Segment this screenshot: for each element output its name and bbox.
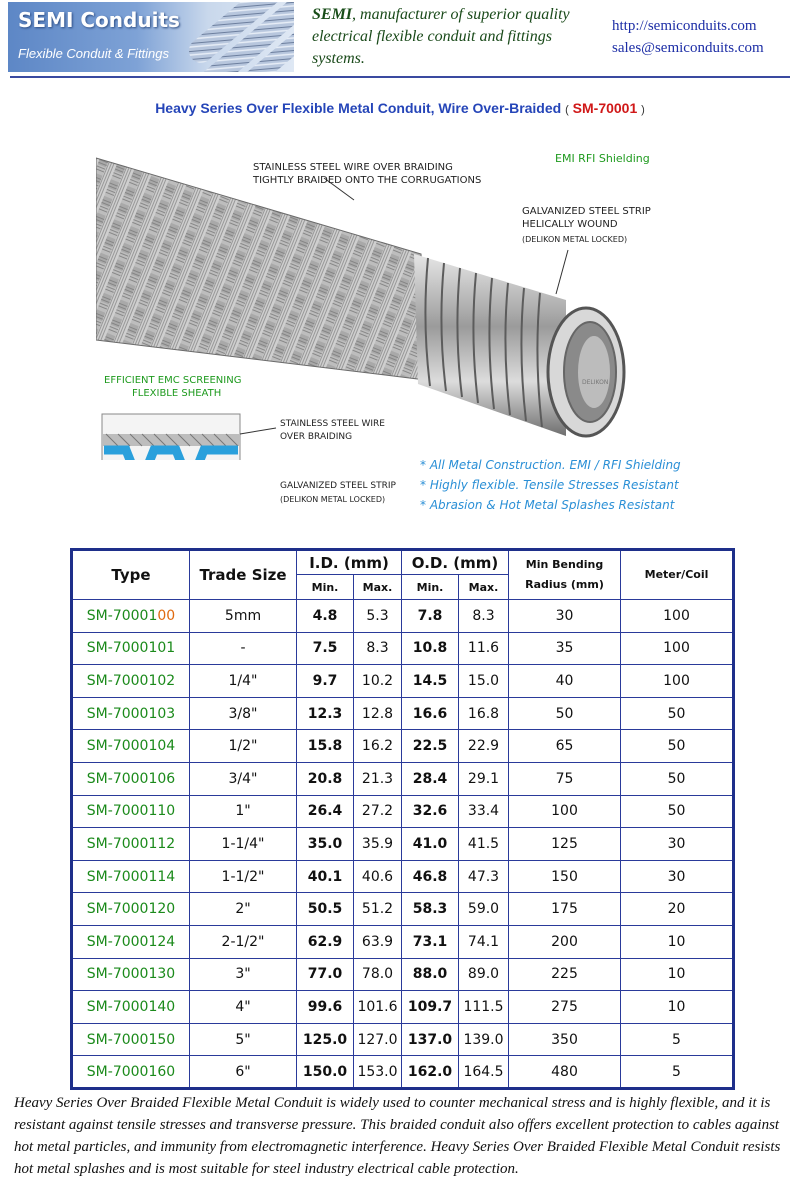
page-title-text: Heavy Series Over Flexible Metal Conduit, Wire Over-Braided bbox=[155, 100, 562, 116]
cell-id-min: 26.4 bbox=[297, 795, 354, 828]
cell-id-max: 16.2 bbox=[354, 730, 402, 763]
cell-od-min: 58.3 bbox=[402, 893, 459, 926]
cell-od-min: 46.8 bbox=[402, 860, 459, 893]
strip-callout-line3: (DELIKON METAL LOCKED) bbox=[522, 235, 628, 244]
cell-id-min: 20.8 bbox=[297, 762, 354, 795]
cell-type bbox=[72, 665, 190, 698]
type-suffix: 30 bbox=[157, 966, 176, 983]
cell-bending-radius: 30 bbox=[509, 600, 621, 633]
cell-od-max: 47.3 bbox=[459, 860, 509, 893]
cell-od-max: 8.3 bbox=[459, 600, 509, 633]
type-prefix: SM-70001 bbox=[86, 640, 158, 657]
cell-type bbox=[72, 893, 190, 926]
cell-od-max: 164.5 bbox=[459, 1056, 509, 1089]
feature-item: * Abrasion & Hot Metal Splashes Resistant bbox=[420, 498, 675, 512]
table-row bbox=[72, 925, 734, 958]
title-close-paren: ) bbox=[641, 104, 645, 116]
cell-trade-size: 1-1/4" bbox=[190, 828, 297, 861]
cell-meter-coil: 100 bbox=[621, 600, 734, 633]
type-suffix: 40 bbox=[157, 998, 176, 1015]
braid-callout-line2: TIGHTLY BRAIDED ONTO THE CORRUGATIONS bbox=[253, 175, 482, 186]
cell-bending-radius: 65 bbox=[509, 730, 621, 763]
type-suffix: 14 bbox=[157, 868, 176, 885]
cell-meter-coil: 50 bbox=[621, 762, 734, 795]
type-suffix: 12 bbox=[157, 835, 176, 852]
type-suffix: 50 bbox=[157, 1031, 176, 1048]
cell-od-min: 109.7 bbox=[402, 991, 459, 1024]
cell-trade-size: 3/4" bbox=[190, 762, 297, 795]
cell-id-min: 12.3 bbox=[297, 697, 354, 730]
cell-trade-size: 2-1/2" bbox=[190, 925, 297, 958]
feature-item: * All Metal Construction. EMI / RFI Shielding bbox=[420, 458, 681, 472]
table-row bbox=[72, 795, 734, 828]
strip-callout-line2: HELICALLY WOUND bbox=[522, 219, 618, 230]
product-code: SM-70001 bbox=[572, 100, 638, 116]
header-divider bbox=[10, 76, 790, 78]
cell-type bbox=[72, 1023, 190, 1056]
type-prefix: SM-70001 bbox=[86, 835, 158, 852]
cell-id-max: 63.9 bbox=[354, 925, 402, 958]
cell-meter-coil: 100 bbox=[621, 665, 734, 698]
cell-id-max: 5.3 bbox=[354, 600, 402, 633]
cell-od-min: 14.5 bbox=[402, 665, 459, 698]
header-id-min: Min. bbox=[297, 575, 354, 600]
cell-id-max: 12.8 bbox=[354, 697, 402, 730]
cell-meter-coil: 10 bbox=[621, 925, 734, 958]
cell-type bbox=[72, 991, 190, 1024]
cell-id-max: 40.6 bbox=[354, 860, 402, 893]
cell-id-min: 50.5 bbox=[297, 893, 354, 926]
cell-trade-size: - bbox=[190, 632, 297, 665]
table-row bbox=[72, 1023, 734, 1056]
cell-trade-size: 5" bbox=[190, 1023, 297, 1056]
table-row bbox=[72, 828, 734, 861]
type-suffix: 10 bbox=[157, 803, 176, 820]
cell-id-max: 27.2 bbox=[354, 795, 402, 828]
logo-title: SEMI Conduits bbox=[18, 8, 180, 32]
cell-od-min: 28.4 bbox=[402, 762, 459, 795]
cell-od-min: 7.8 bbox=[402, 600, 459, 633]
emc-label-line2: FLEXIBLE SHEATH bbox=[132, 388, 222, 399]
cell-bending-radius: 150 bbox=[509, 860, 621, 893]
cell-bending-radius: 100 bbox=[509, 795, 621, 828]
cell-trade-size: 1-1/2" bbox=[190, 860, 297, 893]
cell-od-min: 162.0 bbox=[402, 1056, 459, 1089]
cell-type bbox=[72, 762, 190, 795]
cell-od-max: 59.0 bbox=[459, 893, 509, 926]
type-suffix: 02 bbox=[157, 672, 176, 689]
header-bending-radius bbox=[509, 550, 621, 600]
cell-bending-radius: 35 bbox=[509, 632, 621, 665]
cell-id-max: 10.2 bbox=[354, 665, 402, 698]
cell-bending-radius: 350 bbox=[509, 1023, 621, 1056]
type-prefix: SM-70001 bbox=[86, 770, 158, 787]
table-row bbox=[72, 697, 734, 730]
cell-bending-radius: 480 bbox=[509, 1056, 621, 1089]
cell-id-max: 35.9 bbox=[354, 828, 402, 861]
cell-od-min: 10.8 bbox=[402, 632, 459, 665]
type-prefix: SM-70001 bbox=[86, 868, 158, 885]
cell-meter-coil: 30 bbox=[621, 860, 734, 893]
table-row bbox=[72, 893, 734, 926]
cell-od-max: 15.0 bbox=[459, 665, 509, 698]
header-trade-size: Trade Size bbox=[190, 550, 297, 600]
type-prefix: SM-70001 bbox=[86, 1031, 158, 1048]
cell-id-max: 127.0 bbox=[354, 1023, 402, 1056]
type-prefix: SM-70001 bbox=[86, 607, 158, 624]
company-logo bbox=[8, 2, 294, 72]
cell-trade-size: 3/8" bbox=[190, 697, 297, 730]
table-row bbox=[72, 1056, 734, 1089]
cell-od-max: 22.9 bbox=[459, 730, 509, 763]
cell-meter-coil: 20 bbox=[621, 893, 734, 926]
cell-type bbox=[72, 925, 190, 958]
cell-bending-radius: 225 bbox=[509, 958, 621, 991]
tagline-text: , manufacturer of superior quality electrical flexible conduit and fittings systems. bbox=[312, 6, 570, 67]
cell-meter-coil: 10 bbox=[621, 958, 734, 991]
cell-od-min: 73.1 bbox=[402, 925, 459, 958]
tagline-brand: SEMI bbox=[312, 6, 353, 23]
cell-trade-size: 1" bbox=[190, 795, 297, 828]
cell-od-min: 41.0 bbox=[402, 828, 459, 861]
cell-id-min: 15.8 bbox=[297, 730, 354, 763]
header-bending-line2: Radius (mm) bbox=[525, 578, 604, 591]
conduit-illustration bbox=[96, 144, 656, 460]
cell-id-max: 153.0 bbox=[354, 1056, 402, 1089]
type-prefix: SM-70001 bbox=[86, 672, 158, 689]
type-prefix: SM-70001 bbox=[86, 1063, 158, 1080]
type-suffix: 20 bbox=[157, 901, 176, 918]
cell-bending-radius: 275 bbox=[509, 991, 621, 1024]
section-braid-line1: STAINLESS STEEL WIRE bbox=[280, 419, 385, 429]
feature-item: * Highly flexible. Tensile Stresses Resistant bbox=[420, 478, 679, 492]
cell-od-min: 32.6 bbox=[402, 795, 459, 828]
cell-id-max: 78.0 bbox=[354, 958, 402, 991]
header-meter-coil: Meter/Coil bbox=[621, 550, 734, 600]
cell-od-max: 11.6 bbox=[459, 632, 509, 665]
cell-meter-coil: 50 bbox=[621, 730, 734, 763]
type-suffix: 03 bbox=[157, 705, 176, 722]
type-suffix: 60 bbox=[157, 1063, 176, 1080]
strip-callout-line1: GALVANIZED STEEL STRIP bbox=[522, 206, 651, 217]
cell-meter-coil: 50 bbox=[621, 697, 734, 730]
cell-od-max: 89.0 bbox=[459, 958, 509, 991]
cell-trade-size: 1/2" bbox=[190, 730, 297, 763]
cell-type bbox=[72, 697, 190, 730]
cell-id-max: 51.2 bbox=[354, 893, 402, 926]
logo-subtitle: Flexible Conduit & Fittings bbox=[18, 46, 170, 61]
table-row bbox=[72, 730, 734, 763]
cell-meter-coil: 5 bbox=[621, 1056, 734, 1089]
cell-type bbox=[72, 730, 190, 763]
header-id: I.D. (mm) bbox=[297, 550, 402, 575]
header-od-max: Max. bbox=[459, 575, 509, 600]
emc-label-line1: EFFICIENT EMC SCREENING bbox=[104, 375, 242, 386]
cell-type bbox=[72, 795, 190, 828]
cell-id-min: 7.5 bbox=[297, 632, 354, 665]
header-bending-line1: Min Bending bbox=[525, 558, 604, 571]
cell-id-min: 99.6 bbox=[297, 991, 354, 1024]
hose-logo-icon bbox=[183, 2, 294, 72]
table-row bbox=[72, 958, 734, 991]
type-prefix: SM-70001 bbox=[86, 901, 158, 918]
cell-id-min: 4.8 bbox=[297, 600, 354, 633]
header-type: Type bbox=[72, 550, 190, 600]
type-prefix: SM-70001 bbox=[86, 998, 158, 1015]
type-suffix: 00 bbox=[157, 607, 176, 624]
header-od: O.D. (mm) bbox=[402, 550, 509, 575]
cell-od-min: 16.6 bbox=[402, 697, 459, 730]
cell-meter-coil: 100 bbox=[621, 632, 734, 665]
type-suffix: 24 bbox=[157, 933, 176, 950]
table-body bbox=[72, 600, 734, 1089]
table-row bbox=[72, 600, 734, 633]
cell-trade-size: 2" bbox=[190, 893, 297, 926]
cell-type bbox=[72, 828, 190, 861]
cell-bending-radius: 40 bbox=[509, 665, 621, 698]
cell-id-max: 21.3 bbox=[354, 762, 402, 795]
cell-id-min: 125.0 bbox=[297, 1023, 354, 1056]
braid-callout-line1: STAINLESS STEEL WIRE OVER BRAIDING bbox=[253, 162, 453, 173]
cell-meter-coil: 30 bbox=[621, 828, 734, 861]
cell-id-min: 62.9 bbox=[297, 925, 354, 958]
type-prefix: SM-70001 bbox=[86, 705, 158, 722]
cell-id-min: 150.0 bbox=[297, 1056, 354, 1089]
cell-meter-coil: 50 bbox=[621, 795, 734, 828]
cell-trade-size: 6" bbox=[190, 1056, 297, 1089]
type-suffix: 01 bbox=[157, 640, 176, 657]
cell-id-min: 40.1 bbox=[297, 860, 354, 893]
cell-trade-size: 5mm bbox=[190, 600, 297, 633]
type-prefix: SM-70001 bbox=[86, 966, 158, 983]
cell-type bbox=[72, 860, 190, 893]
cell-trade-size: 1/4" bbox=[190, 665, 297, 698]
table-row bbox=[72, 860, 734, 893]
cell-od-max: 41.5 bbox=[459, 828, 509, 861]
page-title bbox=[0, 100, 800, 116]
email-link[interactable]: sales@semiconduits.com bbox=[612, 40, 764, 56]
cell-type bbox=[72, 632, 190, 665]
cell-od-min: 88.0 bbox=[402, 958, 459, 991]
feature-list bbox=[420, 455, 681, 515]
emi-label: EMI RFI Shielding bbox=[555, 152, 650, 165]
cell-od-max: 111.5 bbox=[459, 991, 509, 1024]
table-row bbox=[72, 665, 734, 698]
type-prefix: SM-70001 bbox=[86, 738, 158, 755]
cell-bending-radius: 175 bbox=[509, 893, 621, 926]
cell-type bbox=[72, 600, 190, 633]
contact-info bbox=[612, 15, 764, 59]
type-suffix: 06 bbox=[157, 770, 176, 787]
header-od-min: Min. bbox=[402, 575, 459, 600]
cell-trade-size: 3" bbox=[190, 958, 297, 991]
delikon-watermark: DELIKON bbox=[582, 379, 609, 386]
cell-meter-coil: 10 bbox=[621, 991, 734, 1024]
table-row bbox=[72, 632, 734, 665]
cell-od-max: 33.4 bbox=[459, 795, 509, 828]
table-row bbox=[72, 991, 734, 1024]
cell-trade-size: 4" bbox=[190, 991, 297, 1024]
cell-od-max: 16.8 bbox=[459, 697, 509, 730]
cell-od-max: 139.0 bbox=[459, 1023, 509, 1056]
website-link[interactable]: http://semiconduits.com bbox=[612, 18, 757, 34]
cell-id-min: 77.0 bbox=[297, 958, 354, 991]
cell-type bbox=[72, 1056, 190, 1089]
cell-id-max: 8.3 bbox=[354, 632, 402, 665]
title-open-paren: ( bbox=[565, 104, 569, 116]
cell-bending-radius: 75 bbox=[509, 762, 621, 795]
cell-bending-radius: 125 bbox=[509, 828, 621, 861]
cell-od-min: 137.0 bbox=[402, 1023, 459, 1056]
section-braid-line2: OVER BRAIDING bbox=[280, 432, 353, 442]
cell-type bbox=[72, 958, 190, 991]
table-row bbox=[72, 762, 734, 795]
type-suffix: 04 bbox=[157, 738, 176, 755]
cell-id-max: 101.6 bbox=[354, 991, 402, 1024]
company-tagline bbox=[312, 4, 582, 70]
cell-meter-coil: 5 bbox=[621, 1023, 734, 1056]
cell-bending-radius: 50 bbox=[509, 697, 621, 730]
product-description: Heavy Series Over Braided Flexible Metal Conduit is widely used to counter mechanical stress and is highly flexible, and it is resistant against tensile stresses and transverse pressure. This braided conduit also offers excellent protection to cables against hot metal particles, and immunity from electromagnetic interference. Heavy Series Over Braided Flexible Metal Conduit resists hot metal splashes and is most suitable for steel industry electrical cable protection. bbox=[14, 1095, 781, 1177]
cell-od-max: 74.1 bbox=[459, 925, 509, 958]
section-strip-line1: GALVANIZED STEEL STRIP bbox=[280, 481, 396, 491]
cell-id-min: 9.7 bbox=[297, 665, 354, 698]
header-id-max: Max. bbox=[354, 575, 402, 600]
cell-od-max: 29.1 bbox=[459, 762, 509, 795]
cell-bending-radius: 200 bbox=[509, 925, 621, 958]
type-prefix: SM-70001 bbox=[86, 933, 158, 950]
type-prefix: SM-70001 bbox=[86, 803, 158, 820]
specification-table bbox=[70, 548, 735, 1090]
cell-id-min: 35.0 bbox=[297, 828, 354, 861]
section-strip-line2: (DELIKON METAL LOCKED) bbox=[280, 495, 386, 504]
cell-od-min: 22.5 bbox=[402, 730, 459, 763]
